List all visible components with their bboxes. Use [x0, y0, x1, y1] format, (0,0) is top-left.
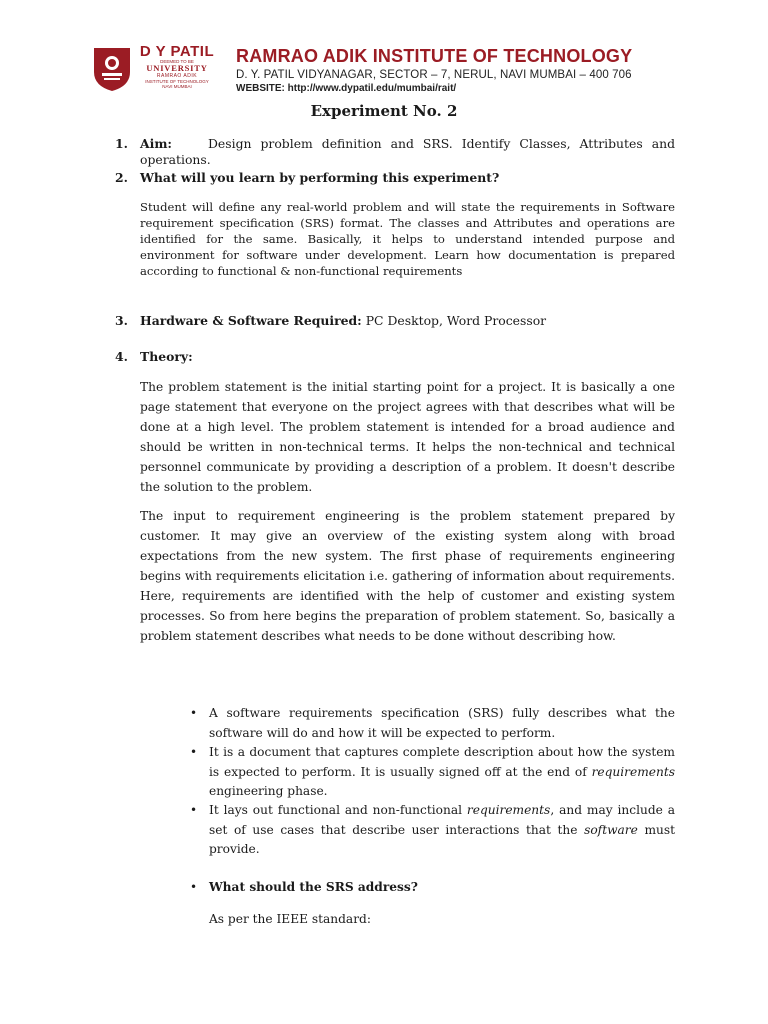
- aim-section: [140, 136, 675, 168]
- aim-text: Design problem definition and SRS. Identify Classes, Attributes and: [208, 136, 675, 151]
- ieee-standard-text: As per the IEEE standard:: [209, 912, 371, 926]
- section-number-learn: 2.: [115, 170, 128, 185]
- bullet-text-emphasis: requirements: [466, 803, 551, 817]
- page-title: Experiment No. 2: [310, 102, 458, 120]
- university-logo: [92, 44, 220, 96]
- hardware-text: PC Desktop, Word Processor: [365, 313, 547, 328]
- logo-university: UNIVERSITY: [146, 63, 208, 73]
- bullet-text: , and may include a set of use cases that describe user interactions that the: [209, 803, 675, 837]
- logo-dy-patil: D Y PATIL: [139, 43, 215, 60]
- bullet-srs-requirements: [209, 801, 675, 860]
- bullet-icon: •: [190, 745, 198, 759]
- hardware-label: Hardware & Software Required:: [140, 313, 362, 328]
- logo-deemed: DEEMED TO BE: [160, 59, 194, 64]
- bullet-text: must provide.: [209, 822, 675, 856]
- bullet-icon: •: [190, 880, 198, 894]
- logo-navi-mumbai: NAVI MUMBAI: [162, 84, 192, 89]
- bullet-icon: •: [190, 706, 198, 720]
- bullet-text-emphasis: software: [584, 822, 638, 837]
- theory-paragraph-2: The input to requirement engineering is the problem statement prepared by customer. It may give an overview of the existing system along with broad expectations from the new system. The first phase of requirements engineering begins with requirements elicitation i.e. gathering of information about requirements. Here, requirements are identified with the help of customer and existing system processes. So from here begins the preparation of problem statement. So, basically a problem statement describes what needs to be done without describing how.: [140, 509, 675, 643]
- bullet-text-emphasis: requirements: [591, 764, 675, 779]
- aim-text-continued: operations.: [140, 152, 211, 167]
- bullet-text: engineering phase.: [209, 784, 328, 798]
- section-number-hardware: 3.: [115, 313, 128, 328]
- bullet-srs-address-heading: What should the SRS address?: [209, 880, 418, 894]
- page-header: [92, 44, 682, 96]
- section-number-aim: 1.: [115, 136, 128, 151]
- institute-website: WEBSITE: http://www.dypatil.edu/mumbai/rait/: [236, 83, 457, 94]
- bullet-icon: •: [190, 803, 198, 817]
- bullet-srs-definition: A software requirements specification (SRS) fully describes what the software will do and how it will be expected to perform.: [209, 706, 675, 740]
- theory-heading: Theory:: [140, 349, 193, 364]
- learn-heading: What will you learn by performing this experiment?: [140, 170, 500, 185]
- bullet-srs-document: [209, 743, 675, 802]
- logo-institute: INSTITUTE OF TECHNOLOGY: [145, 79, 209, 84]
- logo-ramrao-adik: RAMRAO ADIK: [156, 73, 198, 79]
- bullet-text: It is a document that captures complete description about how the system is expected to perform. It is usually signed off at the end of: [209, 745, 675, 779]
- institute-name: RAMRAO ADIK INSTITUTE OF TECHNOLOGY: [236, 46, 633, 66]
- bullet-text: It lays out functional and non-functional: [209, 803, 467, 817]
- learn-paragraph: Student will define any real-world problem and will state the requirements in Software requirement specification (SRS) format. The classes and Attributes and operations are identified for the same. Basically, it helps to understand intended purpose and environment for software under development. Learn how documentation is prepared according to functional & non-functional requirements: [140, 200, 675, 278]
- section-number-theory: 4.: [115, 349, 128, 364]
- theory-paragraph-1: The problem statement is the initial starting point for a project. It is basically a one page statement that everyone on the project agrees with that describes what will be done at a high level. The problem statement is intended for a broad audience and should be written in non-technical terms. It helps the non-technical and technical personnel communicate by providing a description of a problem. It doesn't describe the solution to the problem.: [140, 380, 675, 494]
- hardware-section: [140, 313, 675, 329]
- university-shield-icon: [92, 46, 132, 92]
- aim-label: Aim:: [140, 136, 173, 151]
- institute-address: D. Y. PATIL VIDYANAGAR, SECTOR – 7, NERUL, NAVI MUMBAI – 400 706: [236, 69, 632, 81]
